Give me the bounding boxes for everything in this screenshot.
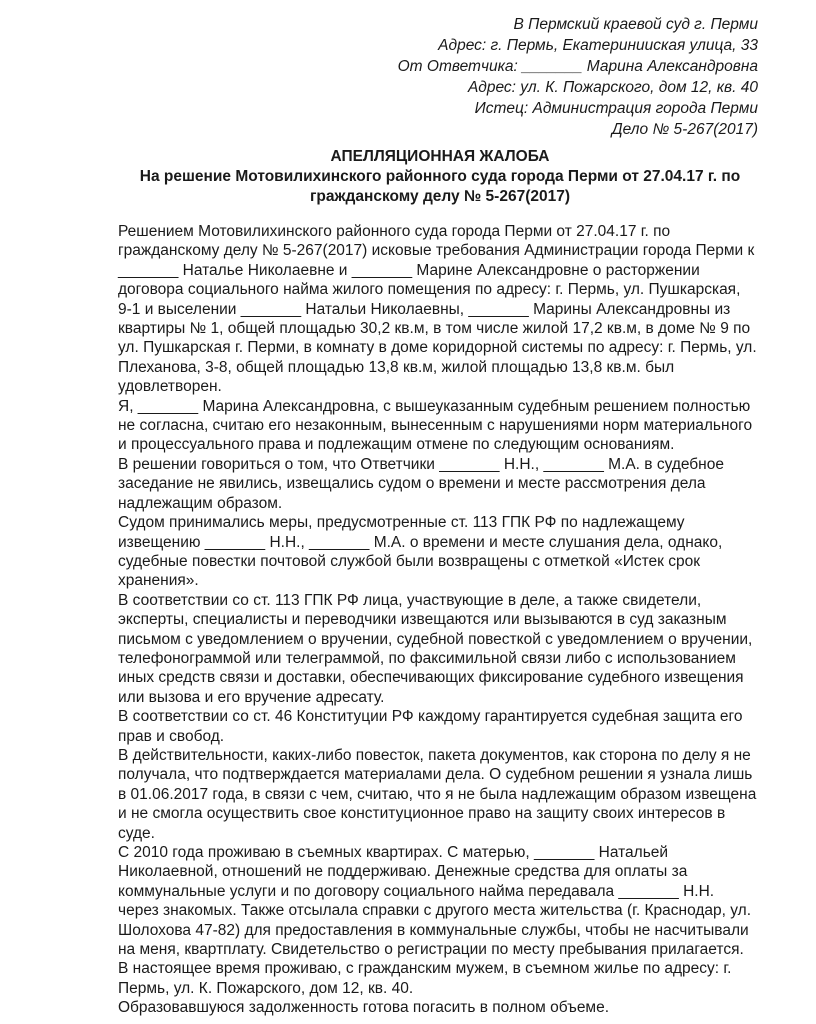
header-respondent: От Ответчика: _______ Марина Александровна <box>397 58 758 75</box>
header-plaintiff: Истец: Администрация города Перми <box>474 100 758 117</box>
document-body <box>118 222 758 1018</box>
paragraph-disagreement: Я, _______ Марина Александровна, с вышеуказанным судебным решением полностью не согласна, считаю его незаконным, вынесенным с нарушениями норм материального и процессуального права и подлежащим отмене по следующим основаниям. <box>118 397 753 454</box>
paragraph-residence-history: С 2010 года проживаю в съемных квартирах. С матерью, _______ Натальей Николаевной, отношений не поддерживаю. Денежные средства для оплаты за коммунальные услуги и по договору социального найма передавала _______ Н.Н. через знакомых. Также отсылала справки с другого места жительства (г. Краснодар, ул. Шолохова 47-82) для предоставления в коммунальные службы, чтобы не насчитывали на меня, квартплату. Свидетельство о регистрации по месту пребывания прилагается. <box>118 844 752 959</box>
title-subtitle-line-2: гражданскому делу № 5-267(2017) <box>309 188 571 205</box>
document-header <box>198 14 758 140</box>
paragraph-absence: В решении говориться о том, что Ответчики _______ Н.Н., _______ М.А. в судебное заседание не явились, извещались судом о времени и месте рассмотрения дела надлежащим образом. <box>118 455 724 512</box>
document-title <box>100 147 780 207</box>
paragraph-current-residence: В настоящее время проживаю, с гражданским мужем, в съемном жилье по адресу: г. Пермь, ул. К. Пожарского, дом 12, кв. 40. <box>118 960 732 997</box>
paragraph-article-46: В соответствии со ст. 46 Конституции РФ каждому гарантируется судебная защита его прав и свобод. <box>118 708 743 745</box>
paragraph-not-received: В действительности, каких-либо повесток, пакета документов, как сторона по делу я не получала, что подтверждается материалами дела. О судебном решении я узнала лишь в 01.06.2017 года, в связи с чем, считаю, что я не была надлежащим образом извещена и не смогла осуществить свое конституционное право на защиту своих интересов в суде. <box>118 746 757 842</box>
paragraph-debt-repayment: Образовавшуюся задолженность готова погасить в полном объеме. <box>118 999 610 1017</box>
paragraph-article-113: В соответствии со ст. 113 ГПК РФ лица, участвующие в деле, а также свидетели, эксперты, специалисты и переводчики извещаются или вызываются в суд заказным письмом с уведомлением о вручении, судебной повесткой с уведомлением о вручении, телефонограммой или телеграммой, по факсимильной связи либо с использованием иных средств связи и доставки, обеспечивающих фиксирование судебного извещения или вызова и его вручение адресату. <box>118 591 753 706</box>
header-respondent-address: Адрес: ул. К. Пожарского, дом 12, кв. 40 <box>467 79 758 96</box>
title-main: АПЕЛЛЯЦИОННАЯ ЖАЛОБА <box>330 148 550 165</box>
title-subtitle-line-1: На решение Мотовилихинского районного суда города Перми от 27.04.17 г. по <box>139 168 741 185</box>
header-court-line: В Пермский краевой суд г. Перми <box>513 16 758 33</box>
paragraph-notification-measures: Судом принимались меры, предусмотренные ст. 113 ГПК РФ по надлежащему извещению _______ Н.Н., _______ М.А. о времени и месте слушания дела, однако, судебные повестки почтовой службой были возвращены с отметкой «Истек срок хранения». <box>118 514 723 590</box>
header-court-address: Адрес: г. Пермь, Екатеринииская улица, 33 <box>438 37 758 54</box>
header-case-number: Дело № 5-267(2017) <box>611 121 758 138</box>
paragraph-decision: Решением Мотовилихинского районного суда города Перми от 27.04.17 г. по гражданскому делу № 5-267(2017) исковые требования Администрации города Перми к _______ Наталье Николаевне и _______ Марине Александровне о расторжении договора социального найма жилого помещения по адресу: г. Пермь, ул. Пушкарская, 9-1 и выселении _______ Натальи Николаевны, _______ Марины Александровны из квартиры № 1, общей площадью 30,2 кв.м, в том числе жилой 17,2 кв.м, в доме № 9 по ул. Пушкарская г. Перми, в комнату в доме коридорной системы по адресу: г. Пермь, ул. Плеханова, 3-8, общей площадью 13,8 кв.м, жилой площадью 13,8 кв.м. был удовлетворен. <box>118 223 757 396</box>
